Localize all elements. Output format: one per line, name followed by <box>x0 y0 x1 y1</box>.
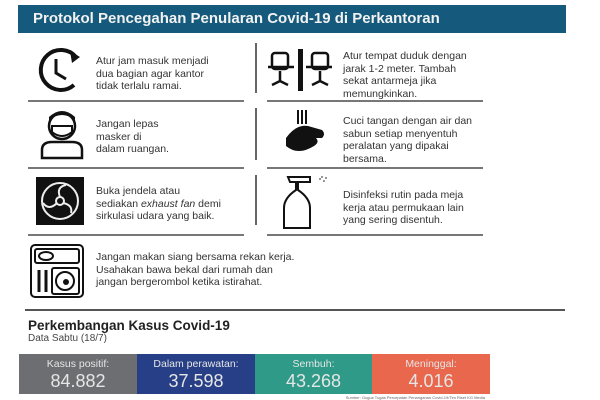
divider <box>255 108 257 160</box>
protocol-text-mask: Jangan lepas masker di dalam ruangan. <box>96 118 169 155</box>
divider <box>28 167 244 169</box>
hand-wash-icon <box>278 110 328 158</box>
cases-subtitle: Data Sabtu (18/7) <box>28 333 107 344</box>
protocol-text-office-hours: Atur jam masuk menjadi dua bagian agar kantor tidak terlalu ramai. <box>96 55 209 92</box>
protocol-text-seating-distance: Atur tempat duduk dengan jarak 1-2 meter. Tambah sekat antarmeja jika memungkinkan. <box>343 50 467 100</box>
face-mask-icon <box>38 108 86 160</box>
protocol-text-lunch: Jangan makan siang bersama rekan kerja. Usahakan bawa bekal dari rumah dan jangan bergerombol ketika istirahat. <box>96 251 295 288</box>
divider <box>267 167 483 169</box>
stat-treatment: Dalam perawatan: 37.598 <box>137 354 255 394</box>
stat-positive: Kasus positif: 84.882 <box>19 354 137 394</box>
protocol-text-handwash: Cuci tangan dengan air dan sabun setiap menyentuh peralatan yang dipakai bersama. <box>343 115 473 165</box>
divider <box>28 234 244 236</box>
cases-title: Perkembangan Kasus Covid-19 <box>28 318 230 333</box>
stat-deaths: Meninggal: 4.016 <box>372 354 490 394</box>
divider <box>28 100 244 102</box>
protocol-text-disinfect: Disinfeksi rutin pada meja kerja atau permukaan lain yang sering disentuh. <box>343 189 464 226</box>
page-title: Protokol Pencegahan Penularan Covid-19 di Perkantoran <box>18 5 566 33</box>
chairs-distance-icon <box>266 49 336 93</box>
divider <box>255 43 257 93</box>
section-divider <box>25 309 565 311</box>
source-note: Sumber: Gugus Tugas Percepatan Penanganan Covid-19/Tim Riset KG Media <box>345 395 485 400</box>
divider <box>267 234 483 236</box>
stat-recovered: Sembuh: 43.268 <box>255 354 372 394</box>
protocol-text-ventilation: Buka jendela atau sediakan exhaust fan demi sirkulasi udara yang baik. <box>96 185 221 222</box>
spray-bottle-icon <box>280 175 340 230</box>
exhaust-fan-icon <box>36 177 84 225</box>
divider <box>255 175 257 225</box>
divider <box>267 100 483 102</box>
lunch-tray-icon <box>30 244 84 298</box>
clock-rotate-icon <box>36 45 86 95</box>
